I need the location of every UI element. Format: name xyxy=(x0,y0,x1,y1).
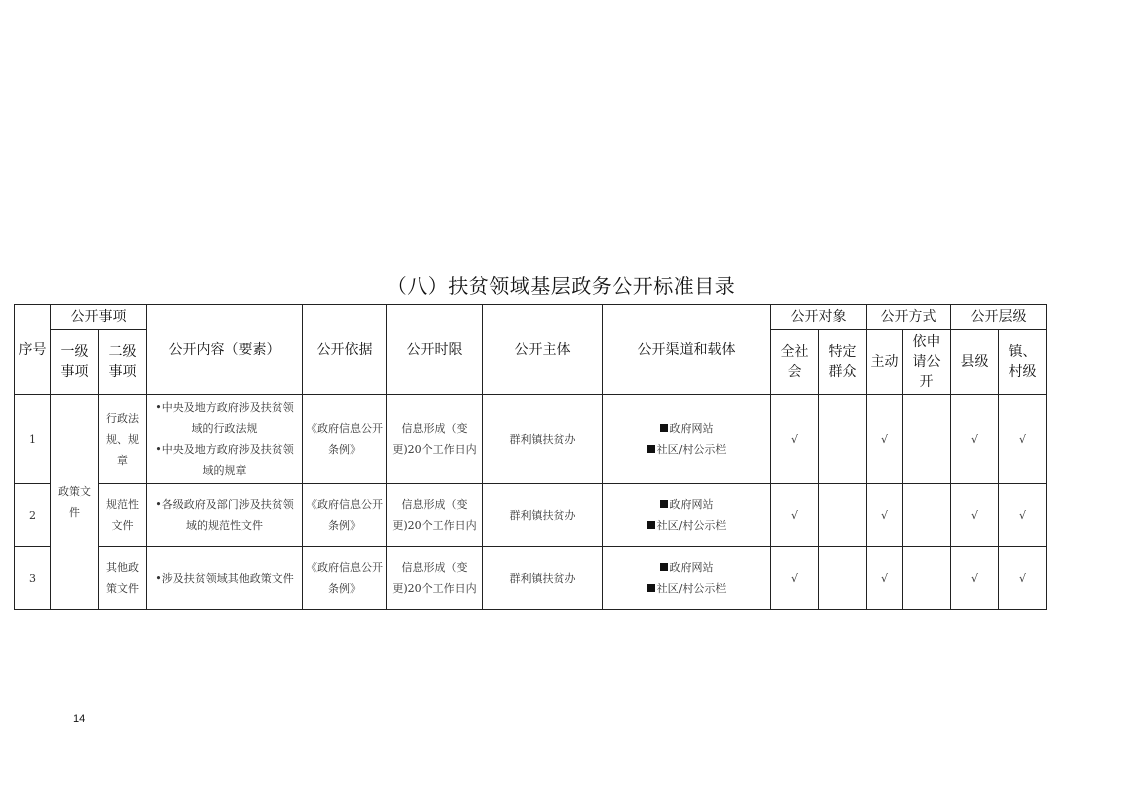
row-subject: 群利镇扶贫办 xyxy=(483,547,603,610)
content-item: •各级政府及部门涉及扶贫领域的规范性文件 xyxy=(155,498,294,532)
square-bullet-icon xyxy=(647,521,655,529)
row-basis: 《政府信息公开条例》 xyxy=(303,395,387,484)
row-whole-society: √ xyxy=(771,547,819,610)
header-county: 县级 xyxy=(951,330,999,395)
row-specific-group xyxy=(819,547,867,610)
channel-label: 社区/村公示栏 xyxy=(656,443,727,456)
channel-label: 政府网站 xyxy=(669,422,714,435)
header-active: 主动 xyxy=(867,330,903,395)
channel-item xyxy=(606,418,767,439)
row-seq: 2 xyxy=(15,484,51,547)
header-seq: 序号 xyxy=(15,305,51,395)
row-channels xyxy=(603,395,771,484)
content-item: •中央及地方政府涉及扶贫领域的行政法规 xyxy=(155,401,294,435)
header-level1: 一级事项 xyxy=(51,330,99,395)
row-basis: 《政府信息公开条例》 xyxy=(303,547,387,610)
row-time-limit: 信息形成（变更)20个工作日内 xyxy=(387,395,483,484)
channel-item xyxy=(606,557,767,578)
row-level2: 行政法规、规章 xyxy=(99,395,147,484)
header-level: 公开层级 xyxy=(951,305,1047,330)
disclosure-catalog-table xyxy=(14,304,1047,610)
row-county: √ xyxy=(951,395,999,484)
table-row xyxy=(15,395,1047,484)
row-content xyxy=(147,547,303,610)
row-county: √ xyxy=(951,484,999,547)
square-bullet-icon xyxy=(660,500,668,508)
header-basis: 公开依据 xyxy=(303,305,387,395)
row-whole-society: √ xyxy=(771,484,819,547)
row-on-request xyxy=(903,395,951,484)
row-specific-group xyxy=(819,395,867,484)
row-town-village: √ xyxy=(999,484,1047,547)
row-content xyxy=(147,484,303,547)
header-subject: 公开主体 xyxy=(483,305,603,395)
row-on-request xyxy=(903,547,951,610)
table-header xyxy=(15,305,1047,395)
square-bullet-icon xyxy=(647,445,655,453)
row-time-limit: 信息形成（变更)20个工作日内 xyxy=(387,547,483,610)
row-town-village: √ xyxy=(999,547,1047,610)
row-channels xyxy=(603,484,771,547)
header-on-request: 依申请公开 xyxy=(903,330,951,395)
row-on-request xyxy=(903,484,951,547)
channel-item xyxy=(606,494,767,515)
header-method: 公开方式 xyxy=(867,305,951,330)
table-row xyxy=(15,484,1047,547)
channel-label: 社区/村公示栏 xyxy=(656,519,727,532)
content-item: •涉及扶贫领域其他政策文件 xyxy=(155,571,294,585)
square-bullet-icon xyxy=(660,563,668,571)
channel-item xyxy=(606,515,767,536)
channel-label: 政府网站 xyxy=(669,561,714,574)
row-county: √ xyxy=(951,547,999,610)
header-matters: 公开事项 xyxy=(51,305,147,330)
row-specific-group xyxy=(819,484,867,547)
row-basis: 《政府信息公开条例》 xyxy=(303,484,387,547)
channel-label: 政府网站 xyxy=(669,498,714,511)
page-number: 14 xyxy=(73,713,86,725)
row-time-limit: 信息形成（变更)20个工作日内 xyxy=(387,484,483,547)
header-target: 公开对象 xyxy=(771,305,867,330)
header-whole-society: 全社会 xyxy=(771,330,819,395)
row-level2: 规范性文件 xyxy=(99,484,147,547)
channel-label: 社区/村公示栏 xyxy=(656,582,727,595)
header-town-village: 镇、村级 xyxy=(999,330,1047,395)
row-channels xyxy=(603,547,771,610)
table-body xyxy=(15,395,1047,610)
row-seq: 3 xyxy=(15,547,51,610)
channel-item xyxy=(606,578,767,599)
row-town-village: √ xyxy=(999,395,1047,484)
row-content xyxy=(147,395,303,484)
row-seq: 1 xyxy=(15,395,51,484)
row-subject: 群利镇扶贫办 xyxy=(483,484,603,547)
row-active: √ xyxy=(867,395,903,484)
level1-group-cell: 政策文件 xyxy=(51,395,99,610)
header-content: 公开内容（要素） xyxy=(147,305,303,395)
square-bullet-icon xyxy=(647,584,655,592)
header-specific-group: 特定群众 xyxy=(819,330,867,395)
table-row xyxy=(15,547,1047,610)
header-channel: 公开渠道和载体 xyxy=(603,305,771,395)
header-level2: 二级事项 xyxy=(99,330,147,395)
square-bullet-icon xyxy=(660,424,668,432)
content-item: •中央及地方政府涉及扶贫领域的规章 xyxy=(155,443,294,477)
row-level2: 其他政策文件 xyxy=(99,547,147,610)
row-active: √ xyxy=(867,547,903,610)
channel-item xyxy=(606,439,767,460)
row-subject: 群利镇扶贫办 xyxy=(483,395,603,484)
page-title: （八）扶贫领域基层政务公开标准目录 xyxy=(386,274,736,298)
row-whole-society: √ xyxy=(771,395,819,484)
row-active: √ xyxy=(867,484,903,547)
header-time-limit: 公开时限 xyxy=(387,305,483,395)
